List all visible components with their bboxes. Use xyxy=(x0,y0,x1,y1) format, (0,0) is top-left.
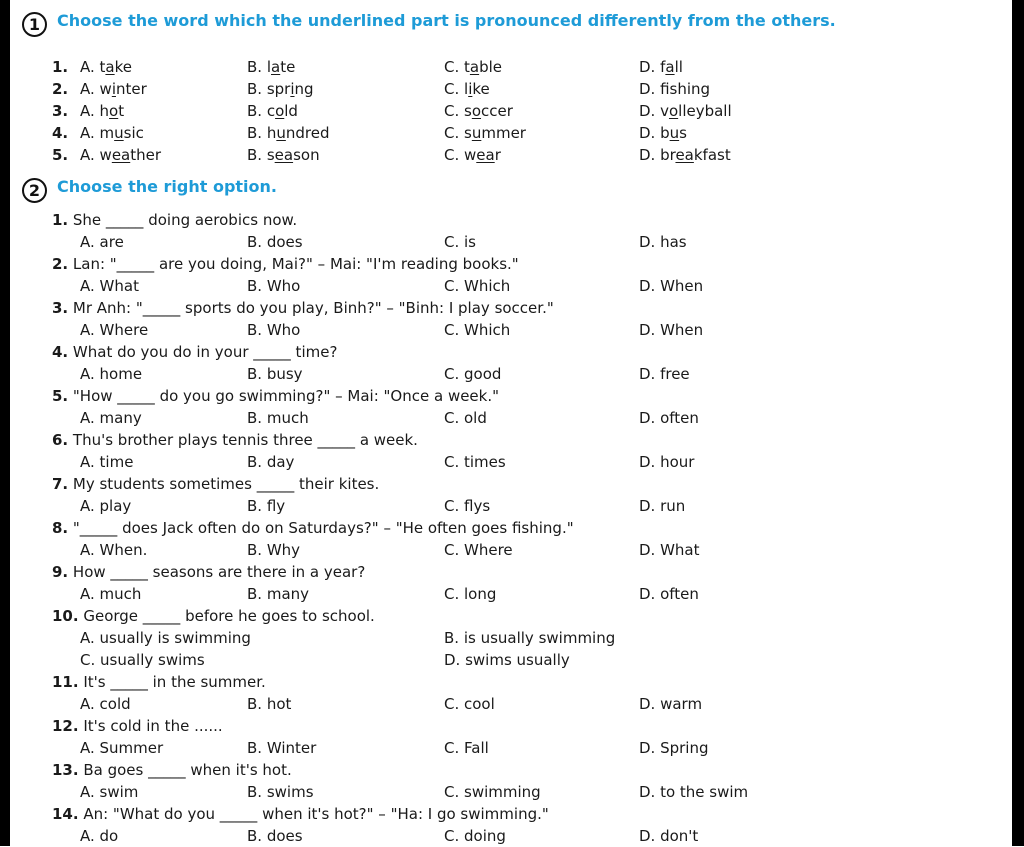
option: B. Who xyxy=(247,277,301,295)
option: A. weather xyxy=(80,146,162,164)
question-number: 12. xyxy=(52,717,79,735)
option: C. cool xyxy=(444,695,495,713)
option: D. swims usually xyxy=(444,651,570,669)
question-text: 10. George _____ before he goes to school. xyxy=(52,607,375,625)
option: C. long xyxy=(444,585,497,603)
question-number: 8. xyxy=(52,519,69,537)
option: A. winter xyxy=(80,80,147,98)
option: D. hour xyxy=(639,453,695,471)
pronunciation-item xyxy=(22,56,982,78)
option: C. Where xyxy=(444,541,513,559)
question-text: 11. It's _____ in the summer. xyxy=(52,673,266,691)
option: A. time xyxy=(80,453,134,471)
options-row xyxy=(22,627,982,649)
option: D. free xyxy=(639,365,690,383)
option: D. What xyxy=(639,541,700,559)
option: B. many xyxy=(247,585,310,603)
option: D. bus xyxy=(639,124,687,142)
question-number: 2. xyxy=(52,255,69,273)
option: B. Why xyxy=(247,541,301,559)
underlined-part: ea xyxy=(111,146,131,164)
option: A. swim xyxy=(80,783,139,801)
option: C. table xyxy=(444,58,503,76)
item-number: 1. xyxy=(52,58,69,76)
underlined-part: o xyxy=(275,102,285,120)
section-1-title: Choose the word which the underlined part is pronounced differently from the others. xyxy=(57,11,836,30)
question-text: 2. Lan: "_____ are you doing, Mai?" – Mai: "I'm reading books." xyxy=(52,255,519,273)
option: A. usually is swimming xyxy=(80,629,251,647)
options-row xyxy=(22,407,982,429)
question-text: 5. "How _____ do you go swimming?" – Mai: "Once a week." xyxy=(52,387,500,405)
option: A. play xyxy=(80,497,132,515)
options-row xyxy=(22,539,982,561)
options-row xyxy=(22,693,982,715)
question-text: 14. An: "What do you _____ when it's hot?" – "Ha: I go swimming." xyxy=(52,805,549,823)
option: D. When xyxy=(639,321,704,339)
question-text: 12. It's cold in the ...... xyxy=(52,717,223,735)
question-row xyxy=(22,341,982,363)
underlined-part: i xyxy=(290,80,295,98)
underlined-part: ea xyxy=(675,146,694,164)
underlined-part: u xyxy=(114,124,124,142)
option: B. is usually swimming xyxy=(444,629,616,647)
question-row xyxy=(22,803,982,825)
option: C. soccer xyxy=(444,102,513,120)
option: A. music xyxy=(80,124,144,142)
option: C. flys xyxy=(444,497,491,515)
underlined-part: o xyxy=(109,102,119,120)
option: B. late xyxy=(247,58,296,76)
option: C. like xyxy=(444,80,490,98)
worksheet xyxy=(22,6,990,844)
option: D. often xyxy=(639,409,699,427)
option: B. spring xyxy=(247,80,314,98)
right-border xyxy=(1012,0,1024,846)
item-number: 4. xyxy=(52,124,69,142)
section-1-number: 1 xyxy=(22,12,47,37)
options-row xyxy=(22,781,982,803)
underlined-part: u xyxy=(669,124,680,142)
options-row xyxy=(22,451,982,473)
underlined-part: ea xyxy=(274,146,294,164)
option: D. run xyxy=(639,497,686,515)
option: C. Fall xyxy=(444,739,489,757)
question-number: 9. xyxy=(52,563,69,581)
options-row xyxy=(22,583,982,605)
option: D. don't xyxy=(639,827,699,845)
option: B. much xyxy=(247,409,309,427)
options-row xyxy=(22,649,982,671)
question-row xyxy=(22,473,982,495)
option: B. fly xyxy=(247,497,286,515)
question-text: 13. Ba goes _____ when it's hot. xyxy=(52,761,292,779)
options-row xyxy=(22,825,982,847)
option: A. home xyxy=(80,365,143,383)
question-number: 7. xyxy=(52,475,69,493)
option: D. When xyxy=(639,277,704,295)
underlined-part: a xyxy=(105,58,115,76)
pronunciation-item xyxy=(22,122,982,144)
question-row xyxy=(22,253,982,275)
question-row xyxy=(22,517,982,539)
question-row xyxy=(22,605,982,627)
option: C. wear xyxy=(444,146,501,164)
options-row xyxy=(22,495,982,517)
question-row xyxy=(22,759,982,781)
option: A. Where xyxy=(80,321,149,339)
option: D. warm xyxy=(639,695,703,713)
underlined-part: i xyxy=(111,80,116,98)
question-text: 6. Thu's brother plays tennis three _____ a week. xyxy=(52,431,418,449)
question-row xyxy=(22,561,982,583)
option: A. do xyxy=(80,827,119,845)
option: A. hot xyxy=(80,102,125,120)
question-number: 1. xyxy=(52,211,69,229)
option: B. hot xyxy=(247,695,292,713)
option: C. Which xyxy=(444,321,511,339)
options-row xyxy=(22,737,982,759)
underlined-part: o xyxy=(471,102,482,120)
options-row xyxy=(22,275,982,297)
option: B. Winter xyxy=(247,739,317,757)
option: B. Who xyxy=(247,321,301,339)
question-number: 5. xyxy=(52,387,69,405)
options-row xyxy=(22,319,982,341)
question-number: 14. xyxy=(52,805,79,823)
option: A. What xyxy=(80,277,139,295)
option: D. often xyxy=(639,585,699,603)
question-number: 11. xyxy=(52,673,79,691)
section-2-header xyxy=(22,178,277,203)
question-row xyxy=(22,429,982,451)
underlined-part: a xyxy=(271,58,281,76)
question-row xyxy=(22,671,982,693)
section-1-header xyxy=(22,12,887,37)
option: C. good xyxy=(444,365,502,383)
left-border xyxy=(0,0,10,846)
underlined-part: u xyxy=(471,124,482,142)
option: D. volleyball xyxy=(639,102,732,120)
underlined-part: i xyxy=(468,80,473,98)
option: C. times xyxy=(444,453,506,471)
option: C. old xyxy=(444,409,487,427)
option: A. much xyxy=(80,585,142,603)
option: B. does xyxy=(247,233,303,251)
question-row xyxy=(22,209,982,231)
section-2-number: 2 xyxy=(22,178,47,203)
option: B. swims xyxy=(247,783,314,801)
question-text: 9. How _____ seasons are there in a year? xyxy=(52,563,366,581)
option: C. swimming xyxy=(444,783,541,801)
option: B. does xyxy=(247,827,303,845)
question-number: 10. xyxy=(52,607,79,625)
question-number: 13. xyxy=(52,761,79,779)
question-row xyxy=(22,715,982,737)
pronunciation-item xyxy=(22,144,982,166)
question-text: 4. What do you do in your _____ time? xyxy=(52,343,338,361)
underlined-part: u xyxy=(276,124,286,142)
option: C. doing xyxy=(444,827,506,845)
question-number: 6. xyxy=(52,431,69,449)
option: B. season xyxy=(247,146,320,164)
underlined-part: o xyxy=(668,102,679,120)
item-number: 3. xyxy=(52,102,69,120)
underlined-part: ea xyxy=(476,146,495,164)
option: C. is xyxy=(444,233,476,251)
options-row xyxy=(22,231,982,253)
question-text: 7. My students sometimes _____ their kites. xyxy=(52,475,380,493)
underlined-part: a xyxy=(665,58,675,76)
option: C. summer xyxy=(444,124,526,142)
option: B. cold xyxy=(247,102,298,120)
option: B. busy xyxy=(247,365,303,383)
option: A. cold xyxy=(80,695,131,713)
question-row xyxy=(22,297,982,319)
option: B. hundred xyxy=(247,124,330,142)
option: A. When. xyxy=(80,541,148,559)
option: B. day xyxy=(247,453,295,471)
item-number: 5. xyxy=(52,146,69,164)
option: A. Summer xyxy=(80,739,164,757)
question-row xyxy=(22,385,982,407)
question-number: 4. xyxy=(52,343,69,361)
option: D. Spring xyxy=(639,739,709,757)
item-number: 2. xyxy=(52,80,69,98)
question-text: 3. Mr Anh: "_____ sports do you play, Binh?" – "Binh: I play soccer." xyxy=(52,299,554,317)
option: D. fshing xyxy=(639,80,711,98)
option: D. breakfast xyxy=(639,146,731,164)
option: C. Which xyxy=(444,277,511,295)
option: C. usually swims xyxy=(80,651,205,669)
options-row xyxy=(22,363,982,385)
option: A. are xyxy=(80,233,124,251)
pronunciation-item xyxy=(22,78,982,100)
section-2-title: Choose the right option. xyxy=(57,177,277,196)
option: A. many xyxy=(80,409,142,427)
option: D. to the swim xyxy=(639,783,749,801)
pronunciation-item xyxy=(22,100,982,122)
underlined-part: a xyxy=(469,58,480,76)
option: D. fall xyxy=(639,58,683,76)
question-number: 3. xyxy=(52,299,69,317)
question-text: 1. She _____ doing aerobics now. xyxy=(52,211,298,229)
option: A. take xyxy=(80,58,133,76)
option: D. has xyxy=(639,233,687,251)
question-text: 8. "_____ does Jack often do on Saturdays?" – "He often goes fishing." xyxy=(52,519,574,537)
